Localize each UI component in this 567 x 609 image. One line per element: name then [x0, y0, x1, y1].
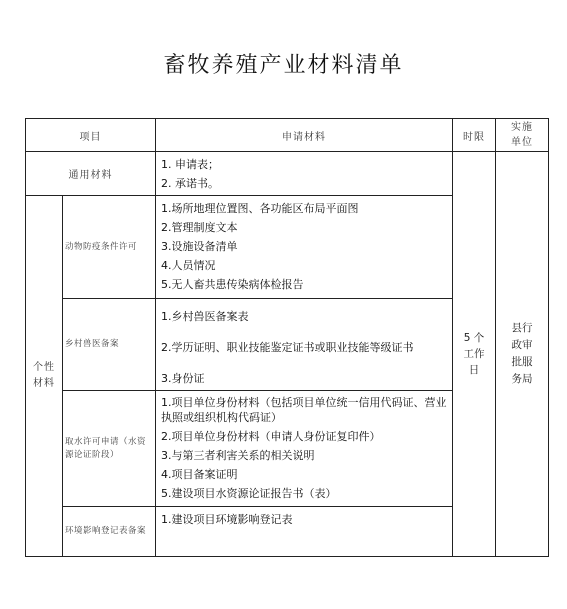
material-line: 3.与第三者利害关系的相关说明	[161, 449, 315, 462]
general-row	[26, 152, 549, 196]
materials-table	[25, 118, 549, 557]
materials-water-permit	[156, 391, 453, 507]
unit-cell	[496, 152, 549, 557]
unit-text: 县行政审批服务局	[511, 322, 533, 385]
material-line: 3.设施设备清单	[161, 240, 238, 253]
material-line: 2.学历证明、职业技能鉴定证书或职业技能等级证书	[161, 341, 414, 354]
page-title: 畜牧养殖产业材料清单	[163, 53, 404, 78]
item-name-animal-epidemic: 动物防疫条件许可	[63, 196, 156, 299]
header-unit-text: 实施单位	[511, 122, 533, 148]
individual-label-cell	[26, 196, 63, 557]
material-line: 2.项目单位身份材料（申请人身份证复印件）	[161, 430, 381, 443]
header-time-limit: 时限	[453, 119, 496, 152]
time-limit-cell	[453, 152, 496, 557]
header-item: 项目	[26, 119, 156, 152]
general-label: 通用材料	[26, 152, 156, 196]
materials-animal-epidemic	[156, 196, 453, 299]
material-line: 1.建设项目环境影响登记表	[161, 513, 293, 526]
item-name-water-permit: 取水许可申请（水资源论证阶段）	[63, 391, 156, 507]
time-limit-text: 5 个工作日	[463, 332, 485, 376]
material-line: 1.项目单位身份材料（包括项目单位统一信用代码证、营业执照或组织机构代码证）	[161, 396, 447, 424]
material-line: 5.建设项目水资源论证报告书（表）	[161, 487, 337, 500]
general-materials	[156, 152, 453, 196]
material-line: 4.人员情况	[161, 259, 216, 272]
general-material-2: 2. 承诺书。	[161, 177, 219, 190]
materials-environmental	[156, 507, 453, 557]
material-line: 2.管理制度文本	[161, 221, 238, 234]
materials-village-vet	[156, 299, 453, 391]
item-name-village-vet: 乡村兽医备案	[63, 299, 156, 391]
material-line: 1.场所地理位置图、各功能区布局平面图	[161, 202, 359, 215]
individual-label: 个性材料	[33, 362, 55, 389]
table-header-row	[26, 119, 549, 152]
header-materials: 申请材料	[156, 119, 453, 152]
material-line: 4.项目备案证明	[161, 468, 238, 481]
item-name-environmental: 环境影响登记表备案	[63, 507, 156, 557]
material-line: 3.身份证	[161, 372, 205, 385]
material-line: 1.乡村兽医备案表	[161, 310, 249, 323]
header-unit	[496, 119, 549, 152]
material-line: 5.无人畜共患传染病体检报告	[161, 278, 304, 291]
general-material-1: 1. 申请表；	[161, 158, 219, 171]
